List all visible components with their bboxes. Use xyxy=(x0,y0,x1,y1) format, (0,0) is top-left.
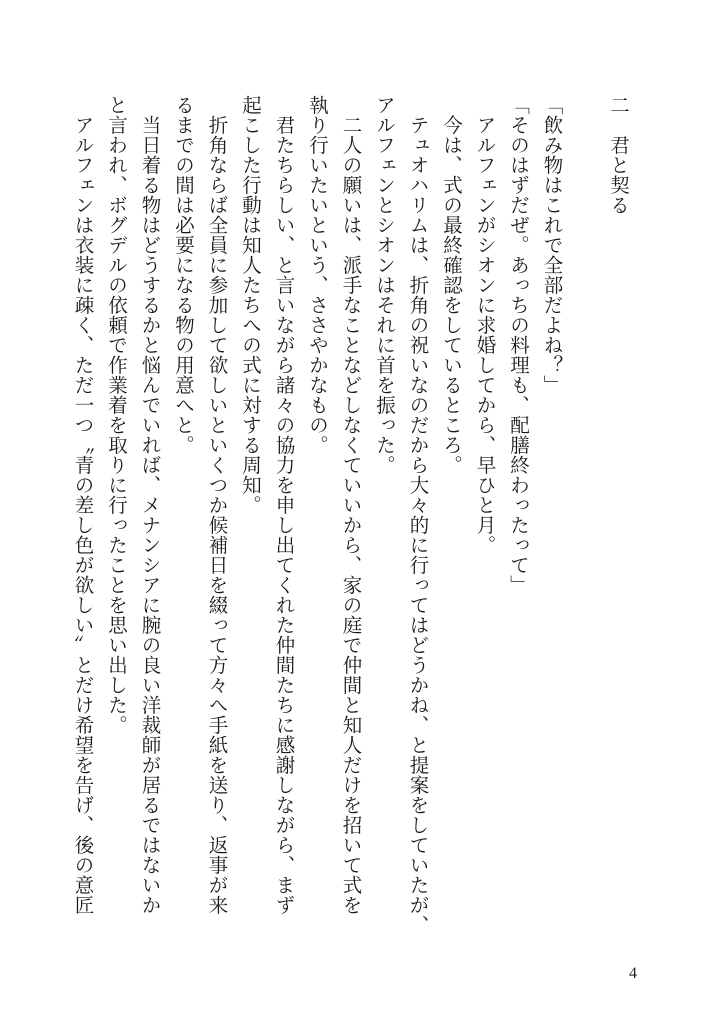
text-line-8: 執り行いたいという、ささやかなもの。 xyxy=(306,95,329,455)
text-line-7: 二人の願いは、派手なことなどしなくていいから、家の庭で仲間と知人だけを招いて式を xyxy=(339,95,363,915)
text-line-13: 当日着る物はどうするかと悩んでいれば、メナンシアに腕の良い洋裁師が居るではないか xyxy=(138,95,162,915)
text-line-10: 起こした行動は知人たちへの式に対する周知。 xyxy=(239,95,262,515)
text-line-6: アルフェンとシオンはそれに首を振った。 xyxy=(373,95,396,475)
text-line-12: るまでの間は必要になる物の用意へと。 xyxy=(172,95,195,455)
text-line-5: テュオハリムは、折角の祝いなのだから大々的に行ってはどうかね、と提案をしていたが、 xyxy=(406,95,430,935)
text-line-2: 「そのはずだぜ。あっちの料理も、配膳終わったって」 xyxy=(507,95,530,595)
text-line-11: 折角ならば全員に参加して欲しいといくつか候補日を綴って方々へ手紙を送り、返事が来 xyxy=(205,95,229,915)
text-line-1: 「飲み物はこれで全部だよね？」 xyxy=(540,95,564,395)
text-line-4: 今は、式の最終確認をしているところ。 xyxy=(440,95,463,475)
vertical-text-block xyxy=(66,95,635,955)
text-line-9: 君たちらしい、と言いながら諸々の協力を申し出てくれた仲間たちに感謝しながら、まず xyxy=(272,95,296,915)
text-line-3: アルフェンがシオンに求婚してから、早ひと月。 xyxy=(473,95,497,555)
text-line-14: と言われ、ボグデルの依頼で作業着を取りに行ったことを思い出した。 xyxy=(105,95,128,735)
chapter-title: 二 君と契る xyxy=(607,95,630,215)
text-line-15: アルフェンは衣装に疎く、ただ一つ〝青の差し色が欲しい〟とだけ希望を告げ、後の意匠 xyxy=(71,95,95,915)
page-number: 4 xyxy=(629,965,637,982)
